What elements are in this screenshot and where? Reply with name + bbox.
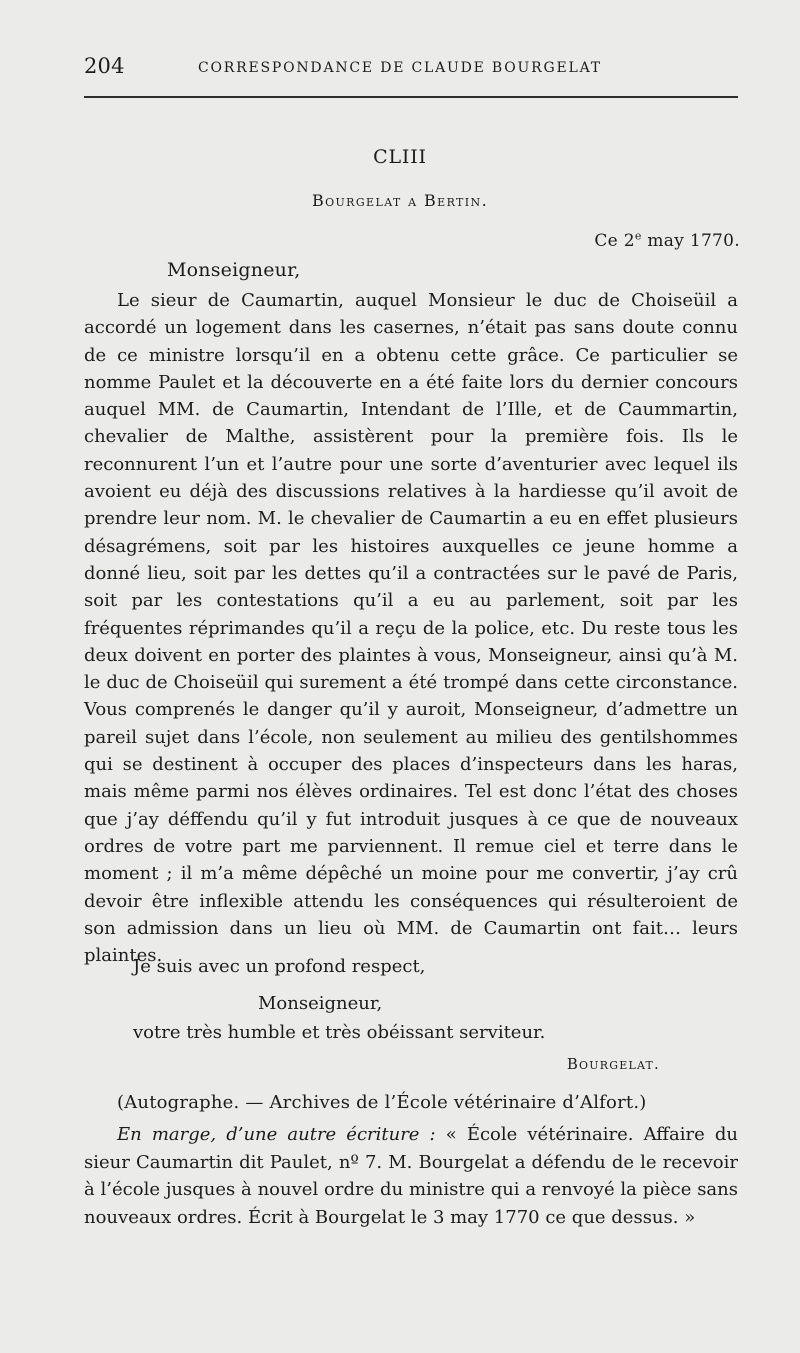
page-number: 204 bbox=[84, 54, 125, 78]
letter-title: Bourgelat a Bertin. bbox=[311, 191, 489, 210]
closing-line-1: Je suis avec un profond respect, bbox=[133, 956, 426, 977]
margin-note-text: « École vétérinaire. Affaire du sieur Caumartin dit Paulet, nº 7. M. Bourgelat a défendu de le recevoir à l’école jusques à nouvel ordre du ministre qui a renvoyé la pièce sans nouveaux ordres. Écrit à Bourgelat le 3 may 1770 ce que dessus. » bbox=[84, 1124, 739, 1228]
letter-body-text: Le sieur de Caumartin, auquel Monsieur le duc de Choiseüil a accordé un logement dans les casernes, n’était pas sans doute connu de ce ministre lorsqu’il en a obtenu cette grâce. Ce particulier se nomme Paulet et la découverte en a été faite lors du dernier concours auquel MM. de Caumartin, Intendant de l’Ille, et de Caummartin, chevalier de Malthe, assistèrent pour la première fois. Ils le reconnurent l’un et l’autre pour une sorte d’aventurier avec lequel ils avoient eu déjà des discussions relatives à la hardiesse qu’il avoit de prendre leur nom. M. le chevalier de Caumartin a eu en effet plusieurs désagrémens, soit par les histoires auxquelles ce jeune homme a donné lieu, soit par les dettes qu’il a contractées sur le pavé de Paris, soit par les contestations qu’il a eu au parlement, soit par les fréquentes réprimandes qu’il a reçu de la police, etc. Du reste tous les deux doivent en porter des plaintes à vous, Monseigneur, ainsi qu’à M. le duc de Choiseüil qui surement a été trompé dans cette circonstance. Vous comprenés le danger qu’il y auroit, Monseigneur, d’admettre un pareil sujet dans l’école, non seulement au milieu des gentilshommes qui se destinent à occuper des places d’inspecteurs dans les haras, mais même parmi nos élèves ordinaires. Tel est donc l’état des choses que j’ay déffendu qu’il y fut introduit jusques à ce que de nouveaux ordres de votre part me parviennent. Il remue ciel et terre dans le moment ; il m’a même dépêché un moine pour me convertir, j’ay crû devoir être inflexible attendu les conséquences qui résulteroient de son admission dans un lieu où MM. de Caumartin ont fait… leurs plaintes. bbox=[84, 290, 738, 967]
running-header bbox=[84, 54, 738, 84]
letter-body bbox=[84, 287, 738, 969]
date-suffix: may 1770. bbox=[641, 231, 740, 251]
closing-line-3: votre très humble et très obéissant serviteur. bbox=[133, 1022, 546, 1043]
signature: Bourgelat. bbox=[566, 1055, 660, 1073]
margin-note-lead: En marge, d’une autre écriture : bbox=[117, 1124, 436, 1145]
date-superscript: e bbox=[634, 229, 642, 243]
margin-note bbox=[84, 1121, 738, 1231]
letter-date bbox=[594, 231, 740, 251]
source-note: (Autographe. — Archives de l’École vétérinaire d’Alfort.) bbox=[117, 1092, 647, 1113]
header-rule bbox=[84, 96, 738, 98]
letter-number: CLIII bbox=[373, 146, 427, 168]
salutation: Monseigneur, bbox=[167, 259, 301, 281]
date-prefix: Ce 2 bbox=[594, 231, 635, 251]
running-title: CORRESPONDANCE DE CLAUDE BOURGELAT bbox=[198, 60, 602, 76]
closing-line-2: Monseigneur, bbox=[258, 993, 383, 1014]
